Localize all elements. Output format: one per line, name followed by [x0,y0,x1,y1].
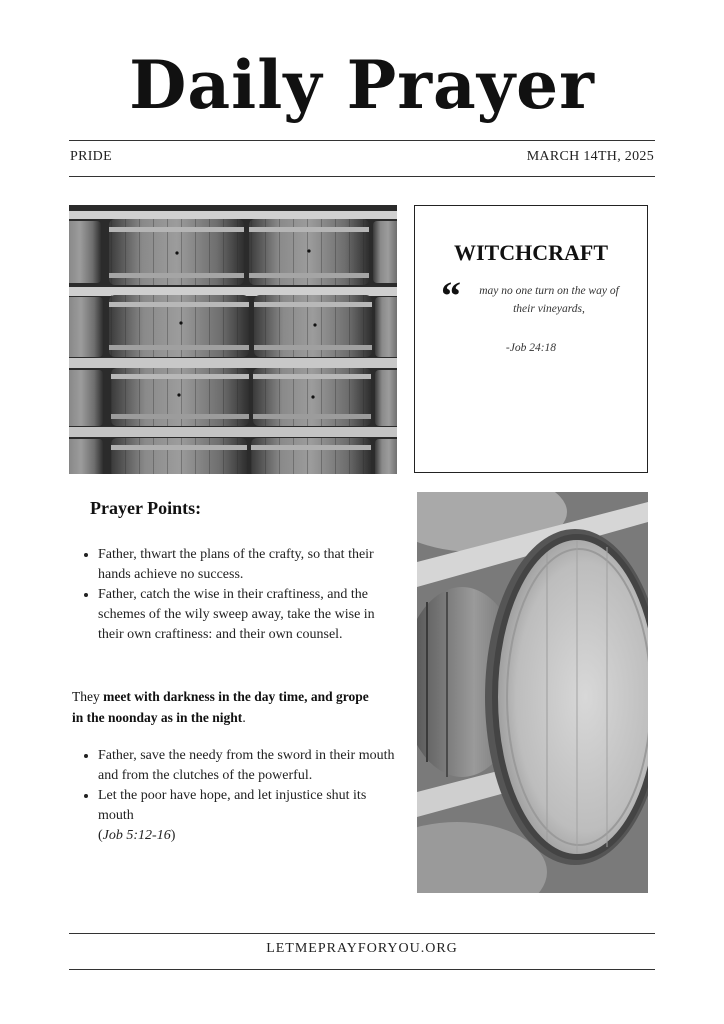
footer-bottom-rule [69,969,655,970]
issue-date: MARCH 14TH, 2025 [526,149,654,164]
reference-open: ( [98,828,103,843]
masthead-title: Daily Prayer [129,46,595,124]
header-bottom-rule [69,176,655,177]
barrels-photo-right-graphic [417,492,648,893]
prayer-points-heading: Prayer Points: [90,498,202,518]
prayer-reference: Job 5:12-16 [102,828,171,843]
prayer-point: • Father, thwart the plans of the crafty, so that their hands achieve no success. [98,545,402,585]
paragraph-emphasis: meet with darkness in the day time, and grope in the noonday as in the night [72,689,369,725]
scripture-quote [433,273,631,318]
scripture-quote-text: may no one turn on the way of their vineyards, [479,285,619,315]
scripture-paragraph [72,686,372,728]
footer-top-rule [69,933,655,934]
category-label: PRIDE [70,149,112,164]
prayer-point [98,786,402,846]
prayer-point: • Father, catch the wise in their craftiness, and the schemes of the wily sweep away, take the wise in their own craftiness: and their own counsel. [98,585,402,645]
quote-box-title: WITCHCRAFT [453,240,608,265]
reference-close: ) [170,828,176,843]
prayer-point: • Father, save the needy from the sword in their mouth and from the clutches of the powerful. [98,746,402,786]
header-top-rule [69,140,655,141]
footer-website[interactable]: LETMEPRAYFORYOU.ORG [266,941,458,956]
prayer-list-b [79,746,402,846]
barrels-photo-right [417,492,648,893]
barrels-photo-top [69,205,397,474]
paragraph-lead: They [72,689,104,704]
prayer-list-a [79,545,402,645]
quote-mark-icon: “ [441,273,461,318]
quote-box [414,205,648,473]
scripture-reference: -Job 24:18 [505,342,557,354]
paragraph-tail: . [242,710,246,725]
prayer-point-text: Let the poor have hope, and let injustice shut its mouth [98,788,367,823]
barrels-photo-top-graphic [69,205,397,474]
